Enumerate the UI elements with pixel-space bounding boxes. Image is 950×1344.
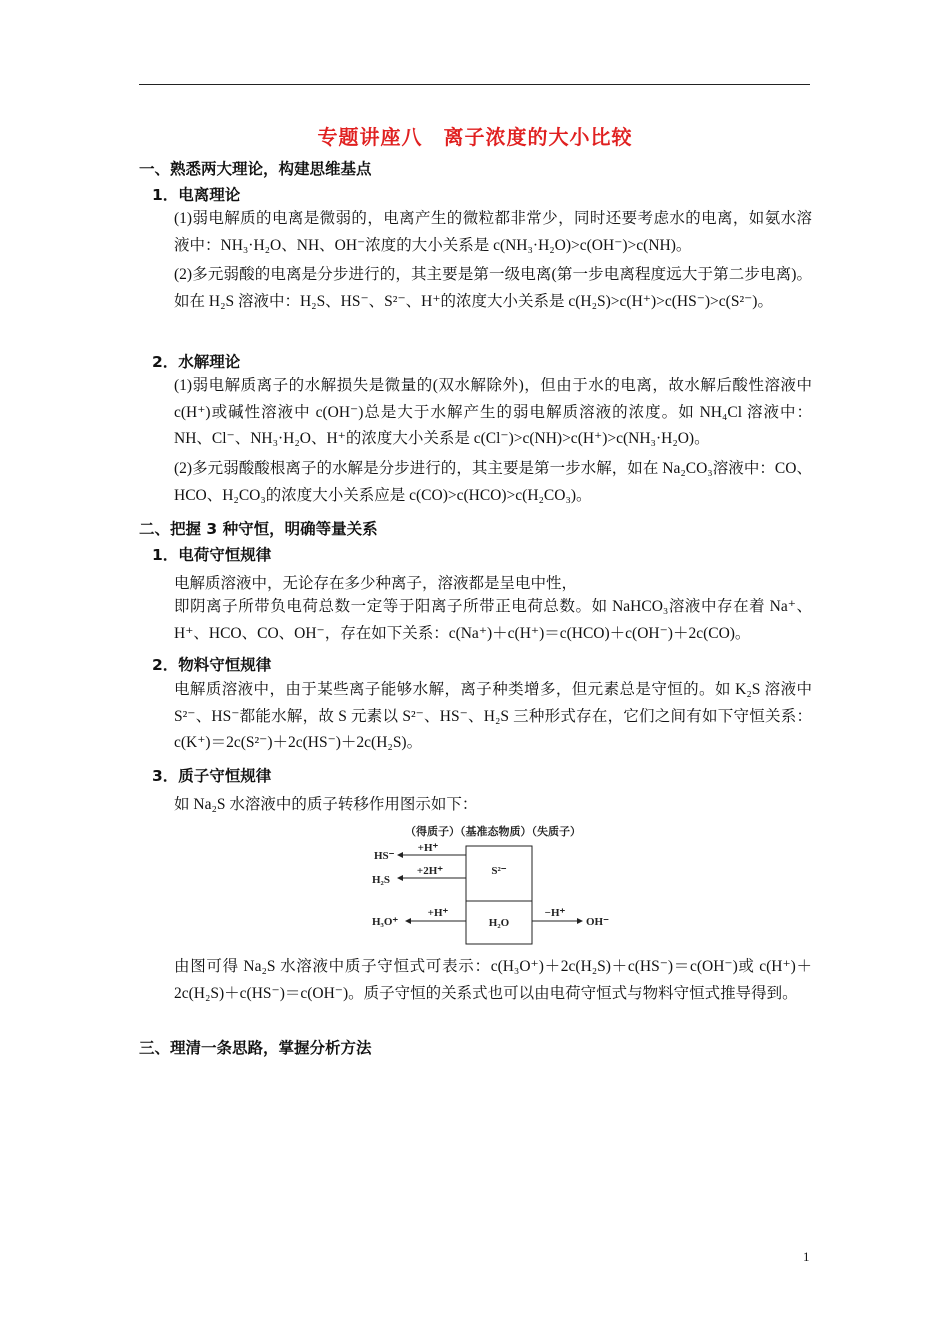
section-1-2-para-1: (1)弱电解质离子的水解损失是微量的(双水解除外)，但由于水的电离，故水解后酸性溶液中 c(H⁺)或碱性溶液中 c(OH⁻)总是大于水解产生的弱电解质溶液的浓度。如 NH₄Cl 溶液中：NH、Cl⁻、NH₃·H₂O、H⁺的浓度大小关系是 c(Cl⁻)>c(NH)>c(H⁺)>c(NH₃·H₂O)。 <box>174 377 812 447</box>
section-2-2-heading: 2．物料守恒规律 <box>152 656 272 674</box>
section-1-heading: 一、熟悉两大理论，构建思维基点 <box>139 160 372 178</box>
diagram-arrow-right-label: −H⁺ <box>544 907 566 919</box>
diagram-left-3: H₃O⁺ <box>372 916 399 928</box>
diagram-box-top: S²⁻ <box>491 865 507 877</box>
section-1-1-heading: 1．电离理论 <box>152 186 241 204</box>
header-rule <box>139 84 810 85</box>
section-2-3-line-1: 如 Na₂S 水溶液中的质子转移作用图示如下： <box>174 796 478 813</box>
section-1-1-para-1: (1)弱电解质的电离是微弱的，电离产生的微粒都非常少，同时还要考虑水的电离，如氨水溶液中：NH₃·H₂O、NH、OH⁻浓度的大小关系是 c(NH₃·H₂O)>c(OH⁻)>c(NH)。 <box>174 210 812 254</box>
section-2-heading: 二、把握 3 种守恒，明确等量关系 <box>139 520 378 538</box>
section-2-2-para: 电解质溶液中，由于某些离子能够水解，离子种类增多，但元素总是守恒的。如 K₂S 溶液中 S²⁻、HS⁻都能水解，故 S 元素以 S²⁻、HS⁻、H₂S 三种形式存在，它们之间有如下守恒关系：c(K⁺)＝2c(S²⁻)＋2c(HS⁻)＋2c(H₂S)。 <box>174 681 812 751</box>
diagram-right: OH⁻ <box>586 916 609 928</box>
diagram-header: （得质子）（基准态物质）（失质子） <box>405 826 581 838</box>
diagram-box <box>466 846 532 944</box>
diagram-left-2: H₂S <box>372 874 390 886</box>
diagram-box-bottom: H₂O <box>488 917 510 929</box>
section-3-heading: 三、理清一条思路，掌握分析方法 <box>139 1039 372 1057</box>
diagram-arrow-2-label: +2H⁺ <box>416 865 444 877</box>
section-2-3-heading: 3．质子守恒规律 <box>152 767 272 785</box>
section-1-2-heading: 2．水解理论 <box>152 353 241 371</box>
proton-transfer-diagram <box>368 822 618 950</box>
diagram-left-1: HS⁻ <box>374 850 395 862</box>
section-2-1-para: 即阴离子所带负电荷总数一定等于阳离子所带正电荷总数。如 NaHCO₃溶液中存在着 Na⁺、H⁺、HCO、CO、OH⁻，存在如下关系：c(Na⁺)＋c(H⁺)＝c(HCO)＋c(OH⁻)＋2c(CO)。 <box>174 598 812 642</box>
section-1-2-para-2: (2)多元弱酸酸根离子的水解是分步进行的，其主要是第一步水解，如在 Na₂CO₃溶液中：CO、HCO、H₂CO₃的浓度大小关系应是 c(CO)>c(HCO)>c(H₂CO₃)。 <box>174 460 812 504</box>
section-2-3-para: 由图可得 Na₂S 水溶液中质子守恒式可表示：c(H₃O⁺)＋2c(H₂S)＋c(HS⁻)＝c(OH⁻)或 c(H⁺)＋2c(H₂S)＋c(HS⁻)＝c(OH⁻)。质子守恒的关系式也可以由电荷守恒式与物料守恒式推导得到。 <box>174 958 812 1002</box>
page-title: 专题讲座八 离子浓度的大小比较 <box>317 125 633 149</box>
section-2-1-line-1: 电解质溶液中，无论存在多少种离子，溶液都是呈电中性， <box>174 575 578 592</box>
page-number: 1 <box>803 1249 810 1264</box>
diagram-arrow-1-label: +H⁺ <box>417 842 439 854</box>
section-2-1-heading: 1．电荷守恒规律 <box>152 546 272 564</box>
section-1-1-para-2: (2)多元弱酸的电离是分步进行的，其主要是第一级电离(第一步电离程度远大于第二步电离)。如在 H₂S 溶液中：H₂S、HS⁻、S²⁻、H⁺的浓度大小关系是 c(H₂S)>c(H⁺)>c(HS⁻)>c(S²⁻)。 <box>174 266 812 310</box>
diagram-arrow-3-label: +H⁺ <box>427 907 449 919</box>
